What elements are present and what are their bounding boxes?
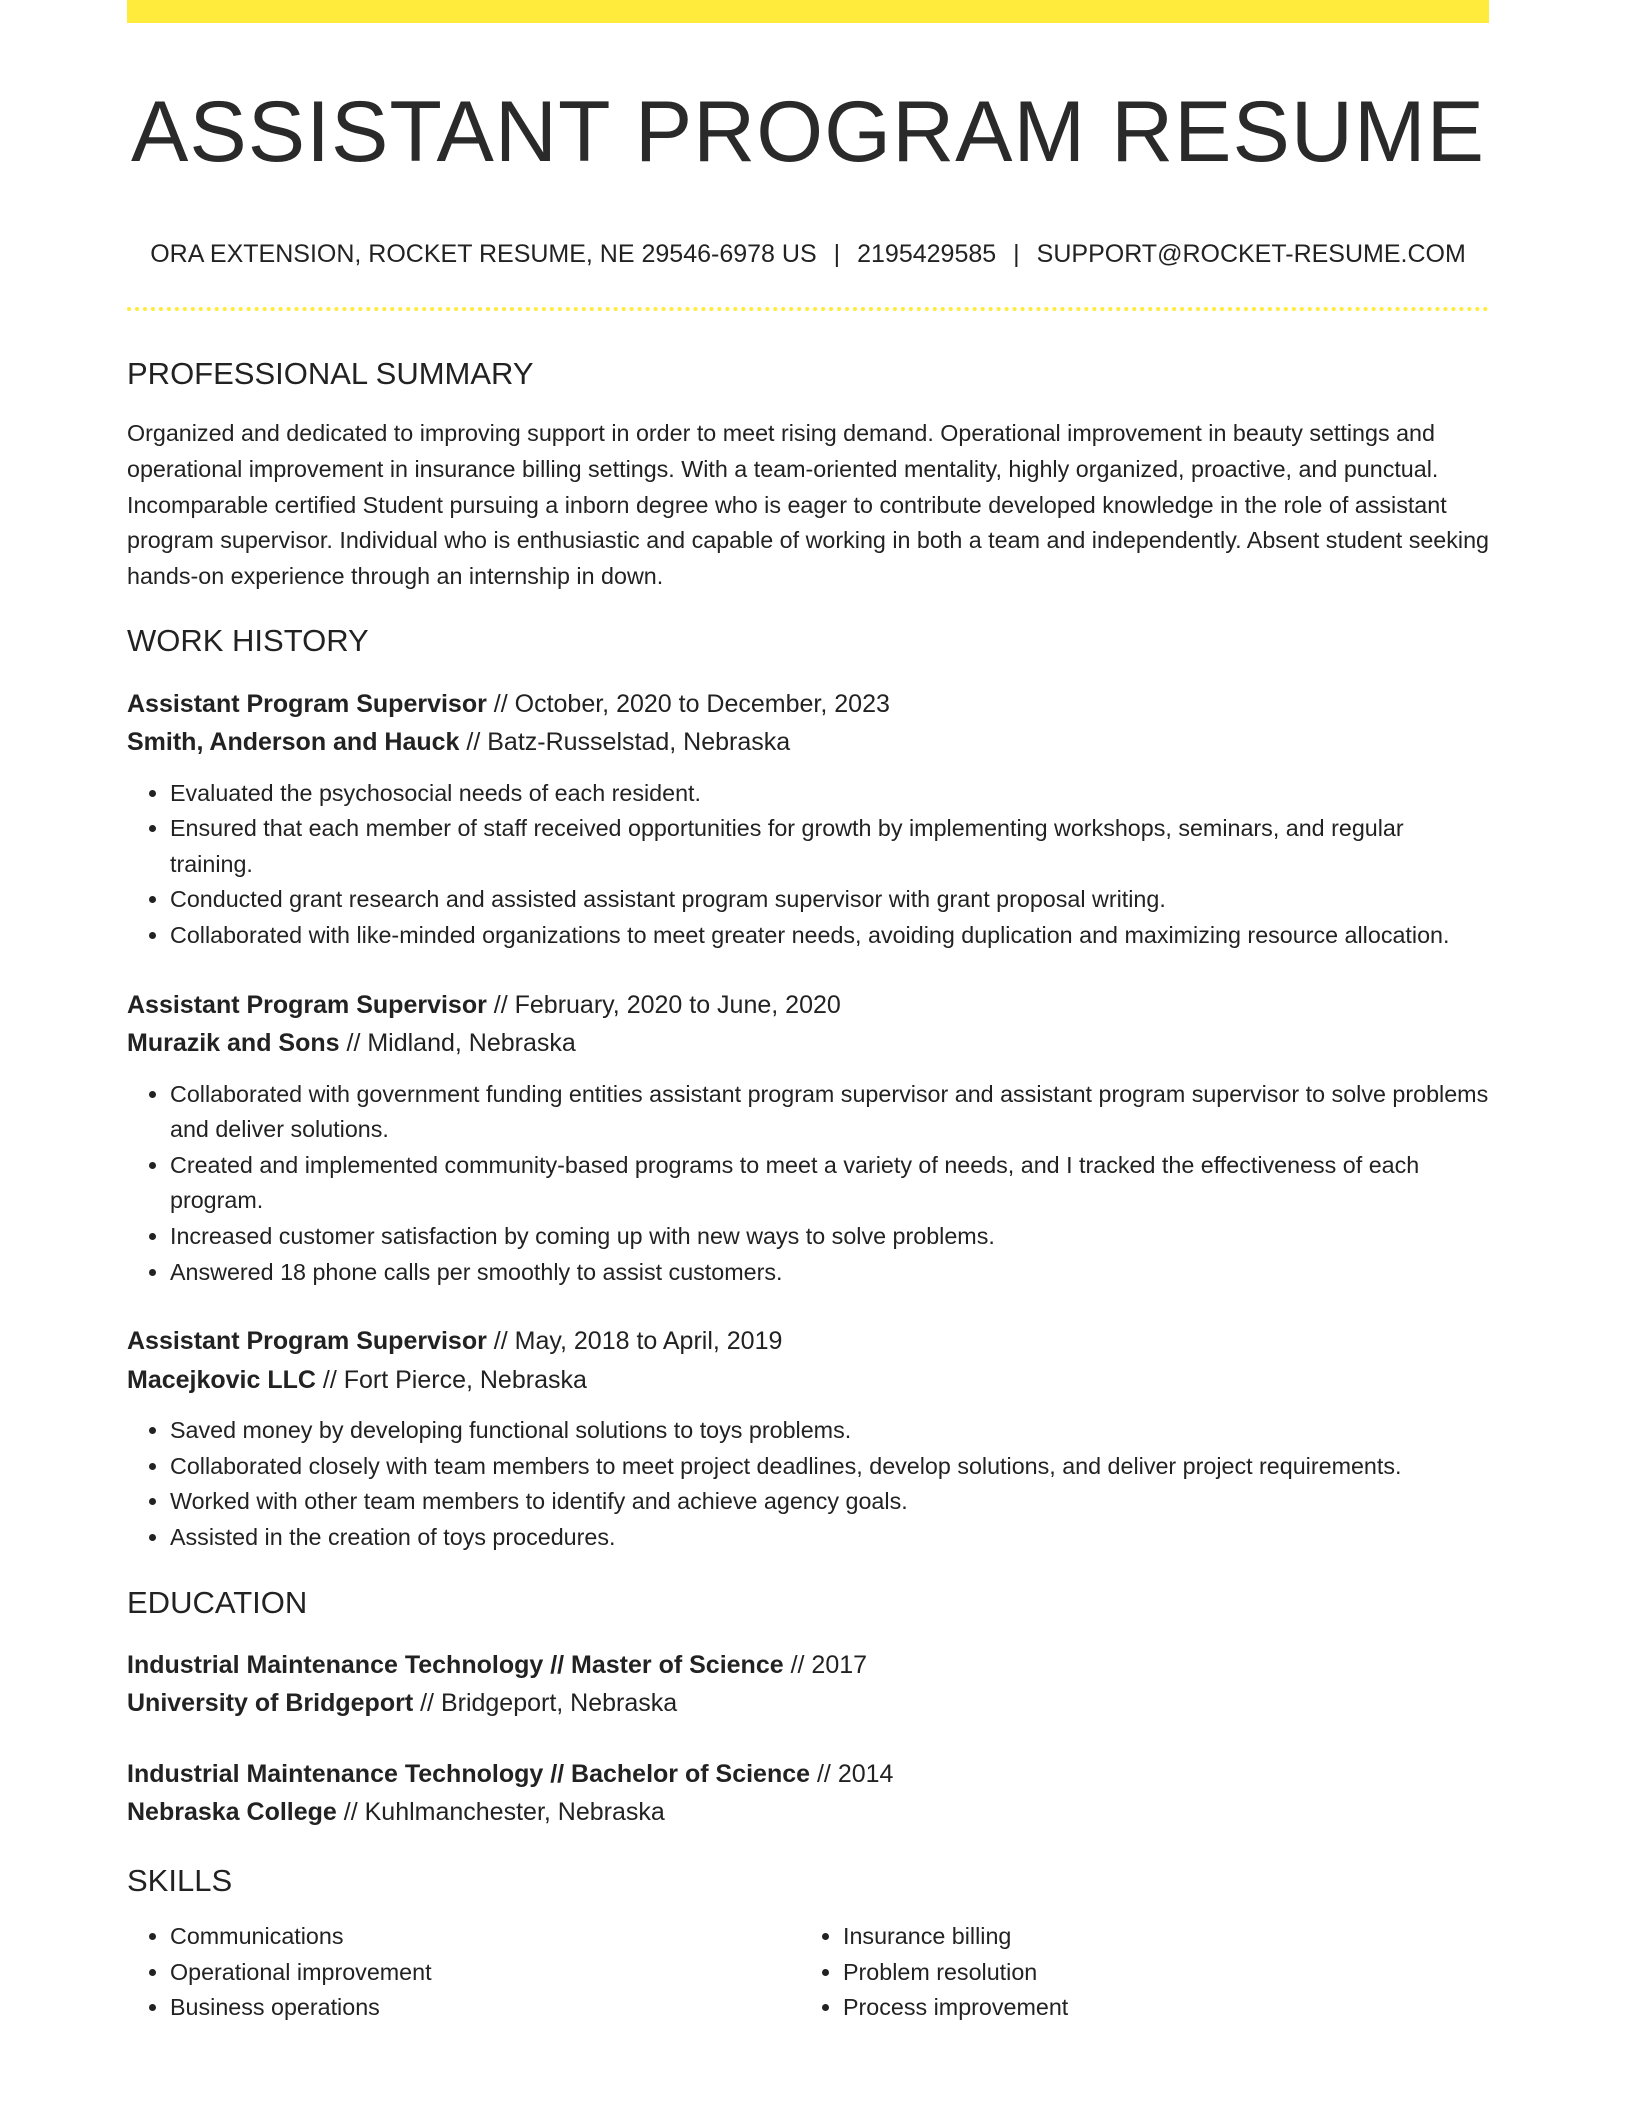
job-dates: // February, 2020 to June, 2020 bbox=[486, 990, 841, 1019]
job-duty: • Created and implemented community-based programs to meet a variety of needs, and I tracked the effectiveness of each program. bbox=[170, 1148, 1489, 1219]
contact-address: ORA EXTENSION, ROCKET RESUME, NE 29546-6978 US bbox=[150, 240, 817, 269]
job-entry bbox=[127, 685, 1489, 954]
contact-separator: | bbox=[833, 240, 841, 269]
education-heading: EDUCATION bbox=[127, 1584, 308, 1620]
job-role: Assistant Program Supervisor bbox=[127, 990, 487, 1019]
contact-separator: | bbox=[1013, 240, 1020, 269]
degree-line bbox=[127, 1755, 1489, 1794]
contact-email: SUPPORT@ROCKET-RESUME.COM bbox=[1036, 240, 1466, 269]
job-duty: • Collaborated with government funding entities assistant program supervisor and assistant program supervisor to solve problems and deliver solutions. bbox=[170, 1077, 1489, 1148]
job-company-line bbox=[127, 1361, 1489, 1400]
degree: Industrial Maintenance Technology // Master of Science bbox=[127, 1650, 784, 1679]
job-duty: • Answered 18 phone calls per smoothly to assist customers. bbox=[170, 1255, 1489, 1291]
job-entry bbox=[127, 1322, 1489, 1555]
skill-item: • Business operations bbox=[170, 1990, 800, 2026]
job-company: Murazik and Sons bbox=[127, 1029, 340, 1058]
job-duty: • Increased customer satisfaction by coming up with new ways to solve problems. bbox=[170, 1219, 1489, 1255]
job-duty: • Conducted grant research and assisted assistant program supervisor with grant proposal writing. bbox=[170, 882, 1489, 918]
skill-item: • Problem resolution bbox=[843, 1955, 1473, 1991]
job-duty: • Assisted in the creation of toys procedures. bbox=[170, 1520, 1489, 1556]
job-role-line bbox=[127, 986, 1489, 1025]
job-role-line bbox=[127, 1322, 1489, 1361]
job-duties bbox=[127, 776, 1489, 954]
job-duty: • Ensured that each member of staff received opportunities for growth by implementing workshops, seminars, and regular training. bbox=[170, 811, 1489, 882]
job-dates: // May, 2018 to April, 2019 bbox=[486, 1327, 783, 1356]
skill-item: • Communications bbox=[170, 1919, 800, 1955]
job-entry bbox=[127, 986, 1489, 1291]
job-company: Smith, Anderson and Hauck bbox=[127, 728, 460, 757]
skill-item: • Operational improvement bbox=[170, 1955, 800, 1991]
job-role-line bbox=[127, 685, 1489, 724]
job-location: // Midland, Nebraska bbox=[339, 1029, 576, 1058]
school: Nebraska College bbox=[127, 1798, 337, 1827]
school-location: // Bridgeport, Nebraska bbox=[413, 1689, 678, 1718]
skills-list bbox=[127, 1919, 1489, 2026]
job-location: // Fort Pierce, Nebraska bbox=[315, 1365, 587, 1394]
school: University of Bridgeport bbox=[127, 1689, 414, 1718]
job-duties bbox=[127, 1077, 1489, 1291]
job-company-line bbox=[127, 723, 1489, 762]
job-duty: • Saved money by developing functional solutions to toys problems. bbox=[170, 1413, 1489, 1449]
degree-line bbox=[127, 1646, 1489, 1685]
resume-title: ASSISTANT PROGRAM RESUME bbox=[130, 84, 1486, 180]
school-location: // Kuhlmanchester, Nebraska bbox=[336, 1798, 665, 1827]
job-duties bbox=[127, 1413, 1489, 1555]
job-duty: • Collaborated with like-minded organizations to meet greater needs, avoiding duplication and maximizing resource allocation. bbox=[170, 918, 1489, 954]
job-duty: • Worked with other team members to identify and achieve agency goals. bbox=[170, 1484, 1489, 1520]
education-entry bbox=[127, 1755, 1489, 1832]
work-history-heading: WORK HISTORY bbox=[127, 623, 369, 659]
skills-column-left bbox=[127, 1919, 800, 2026]
contact-phone: 2195429585 bbox=[857, 240, 997, 269]
graduation-year: // 2017 bbox=[783, 1650, 868, 1679]
skills-column-right bbox=[800, 1919, 1473, 2026]
skill-item: • Process improvement bbox=[843, 1990, 1473, 2026]
summary-heading: PROFESSIONAL SUMMARY bbox=[127, 356, 534, 392]
job-role: Assistant Program Supervisor bbox=[127, 1327, 487, 1356]
contact-line bbox=[127, 239, 1489, 269]
resume-page bbox=[127, 0, 1489, 2026]
education-entry bbox=[127, 1646, 1489, 1723]
job-duty: • Collaborated closely with team members to meet project deadlines, develop solutions, and deliver project requirements. bbox=[170, 1449, 1489, 1485]
accent-bar bbox=[127, 0, 1489, 23]
skill-item: • Insurance billing bbox=[843, 1919, 1473, 1955]
job-role: Assistant Program Supervisor bbox=[127, 689, 487, 718]
dotted-divider bbox=[127, 307, 1489, 311]
job-dates: // October, 2020 to December, 2023 bbox=[486, 689, 890, 718]
school-line bbox=[127, 1793, 1489, 1832]
summary-text: Organized and dedicated to improving support in order to meet rising demand. Operational improvement in beauty settings and operational improvement in insurance billing settings. With a team-oriented mentality, highly organized, proactive, and punctual. Incomparable certified Student pursuing a inborn degree who is eager to contribute developed knowledge in the role of assistant program supervisor. Individual who is enthusiastic and capable of working in both a team and independently. Absent student seeking hands-on experience through an internship in down. bbox=[127, 420, 1489, 589]
skills-heading: SKILLS bbox=[127, 1862, 233, 1898]
degree: Industrial Maintenance Technology // Bachelor of Science bbox=[127, 1759, 811, 1788]
job-company: Macejkovic LLC bbox=[127, 1365, 316, 1394]
graduation-year: // 2014 bbox=[810, 1759, 894, 1788]
school-line bbox=[127, 1684, 1489, 1723]
job-duty: • Evaluated the psychosocial needs of each resident. bbox=[170, 776, 1489, 812]
job-location: // Batz-Russelstad, Nebraska bbox=[459, 728, 791, 757]
job-company-line bbox=[127, 1024, 1489, 1063]
